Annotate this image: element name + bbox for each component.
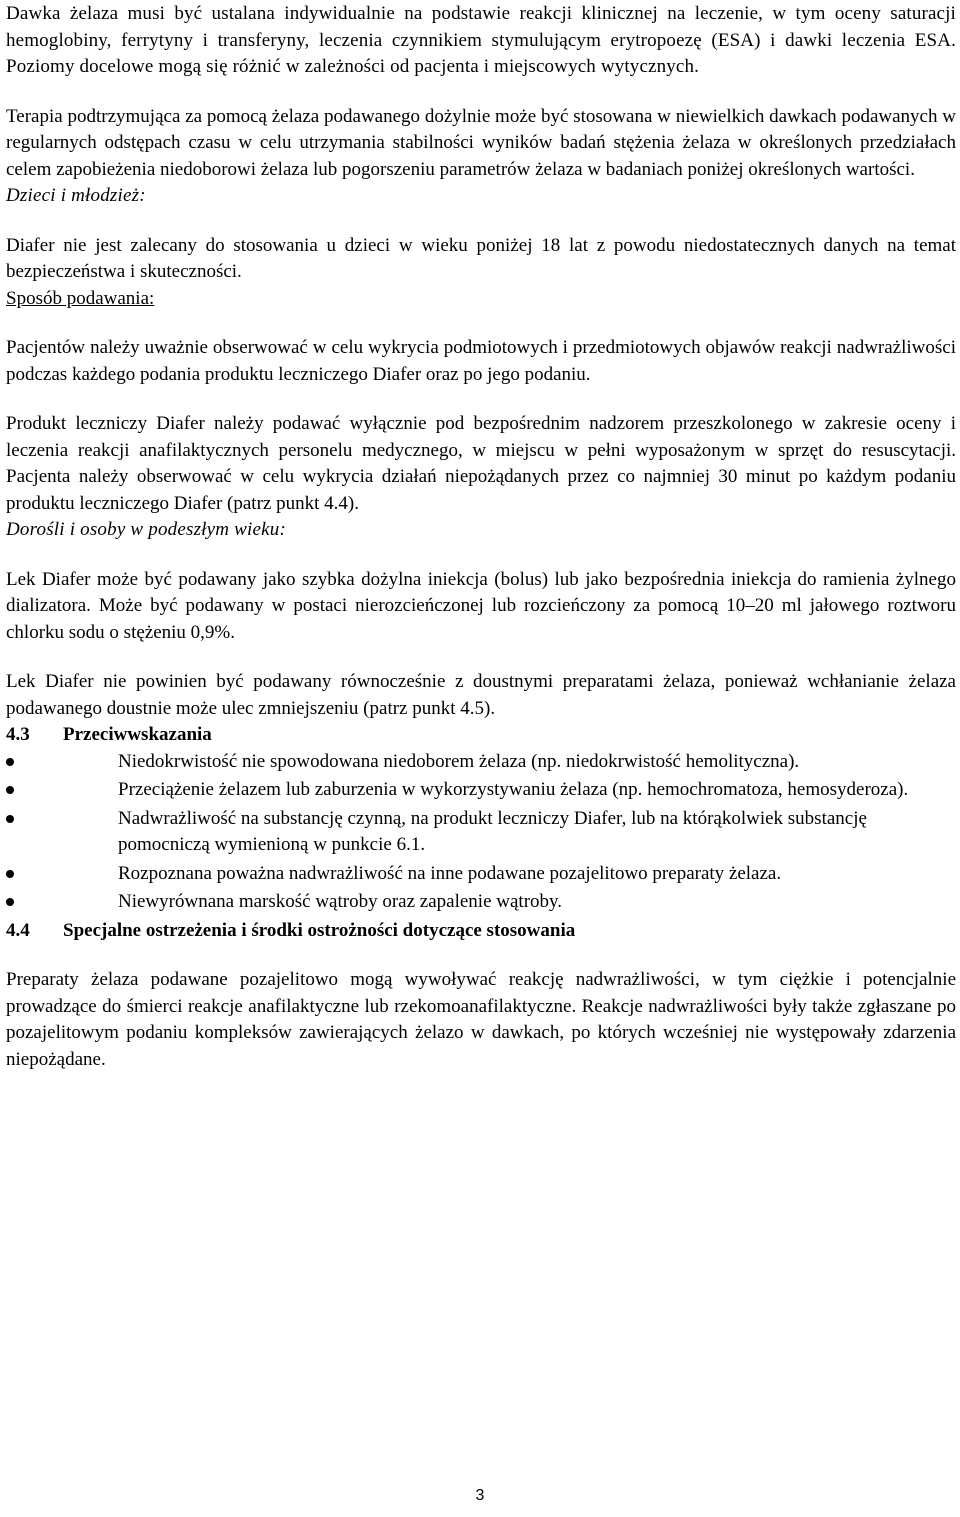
children-heading: Dzieci i młodzież: [6,185,146,206]
list-item: Rozpoznana poważna nadwrażliwość na inne podawane pozajelitowo preparaty żelaza. [6,861,956,888]
bullet-icon [6,815,14,823]
section-number: 4.4 [6,919,30,941]
bolus-paragraph: Lek Diafer może być podawany jako szybka dożylna iniekcja (bolus) lub jako bezpośrednia iniekcja do ramienia żylnego dializatora. Może być podawany w postaci nierozcieńczonej lub rozcieńczony za pomocą 10–20 ml jałowego roztworu chlorku sodu o stężeniu 0,9%. [6,568,956,643]
list-item: Niedokrwistość nie spowodowana niedoborem żelaza (np. niedokrwistość hemolityczna). [6,749,956,776]
section-4-3-heading [6,722,956,749]
observation-paragraph: Pacjentów należy uważnie obserwować w celu wykrycia podmiotowych i przedmiotowych objawów reakcji nadwrażliwości podczas każdego podania produktu leczniczego Diafer oraz po jego podaniu. [6,337,956,385]
bullet-icon [6,758,14,766]
list-item: Przeciążenie żelazem lub zaburzenia w wykorzystywaniu żelaza (np. hemochromatoza, hemosyderoza). [6,777,956,804]
document-page [6,0,956,1073]
adults-heading: Dorośli i osoby w podeszłym wieku: [6,519,286,540]
section-title: Przeciwwskazania [63,724,212,745]
contraindications-list [6,749,956,916]
page-number: 3 [475,1487,485,1504]
supervision-paragraph: Produkt leczniczy Diafer należy podawać wyłącznie pod bezpośrednim nadzorem przeszkolonego w zakresie oceny i leczenia reakcji anafilaktycznych personelu medycznego, w miejscu w pełni wyposażonym w sprzęt do resuscytacji. Pacjenta należy obserwować w celu wykrycia działań niepożądanych przez co najmniej 30 minut po każdym podaniu produktu leczniczego Diafer (patrz punkt 4.4). [6,413,956,514]
section-number: 4.3 [6,724,30,745]
oral-iron-paragraph: Lek Diafer nie powinien być podawany równocześnie z doustnymi preparatami żelaza, ponieważ wchłanianie żelaza podawanego doustnie może ulec zmniejszeniu (patrz punkt 4.5). [6,671,956,719]
hypersensitivity-paragraph: Preparaty żelaza podawane pozajelitowo mogą wywoływać reakcję nadwrażliwości, w tym ciężkie i potencjalnie prowadzące do śmierci reakcje anafilaktyczne lub rzekomoanafilaktyczne. Reakcje nadwrażliwości były także zgłaszane po pozajelitowym podaniu kompleksów zawierających żelazo w dawkach, po których wcześniej nie występowały zdarzenia niepożądane. [6,969,956,1070]
administration-heading: Sposób podawania: [6,287,155,309]
section-4-4-heading [6,918,956,945]
children-paragraph: Diafer nie jest zalecany do stosowania u dzieci w wieku poniżej 18 lat z powodu niedostatecznych danych na temat bezpieczeństwa i skuteczności. [6,234,956,282]
bullet-icon [6,898,14,906]
section-title: Specjalne ostrzeżenia i środki ostrożności dotyczące stosowania [63,919,576,941]
bullet-icon [6,786,14,794]
maintenance-therapy-paragraph: Terapia podtrzymująca za pomocą żelaza podawanego dożylnie może być stosowana w niewielkich dawkach podawanych w regularnych odstępach czasu w celu utrzymania stabilności wyników badań stężenia żelaza w określonych przedziałach celem zapobieżenia niedoborowi żelaza lub pogorszeniu parametrów żelaza w badaniach poniżej określonych wartości. [6,105,956,180]
bullet-icon [6,870,14,878]
list-item: Nadwrażliwość na substancję czynną, na produkt leczniczy Diafer, lub na którąkolwiek substancję pomocniczą wymienioną w punkcie 6.1. [6,806,956,859]
dosage-paragraph: Dawka żelaza musi być ustalana indywidualnie na podstawie reakcji klinicznej na leczenie, w tym oceny saturacji hemoglobiny, ferrytyny i transferyny, leczenia czynnikiem stymulującym erytropoezę (ESA) i dawki leczenia ESA. Poziomy docelowe mogą się różnić w zależności od pacjenta i miejscowych wytycznych. [6,3,956,77]
list-item: Niewyrównana marskość wątroby oraz zapalenie wątroby. [6,889,956,916]
